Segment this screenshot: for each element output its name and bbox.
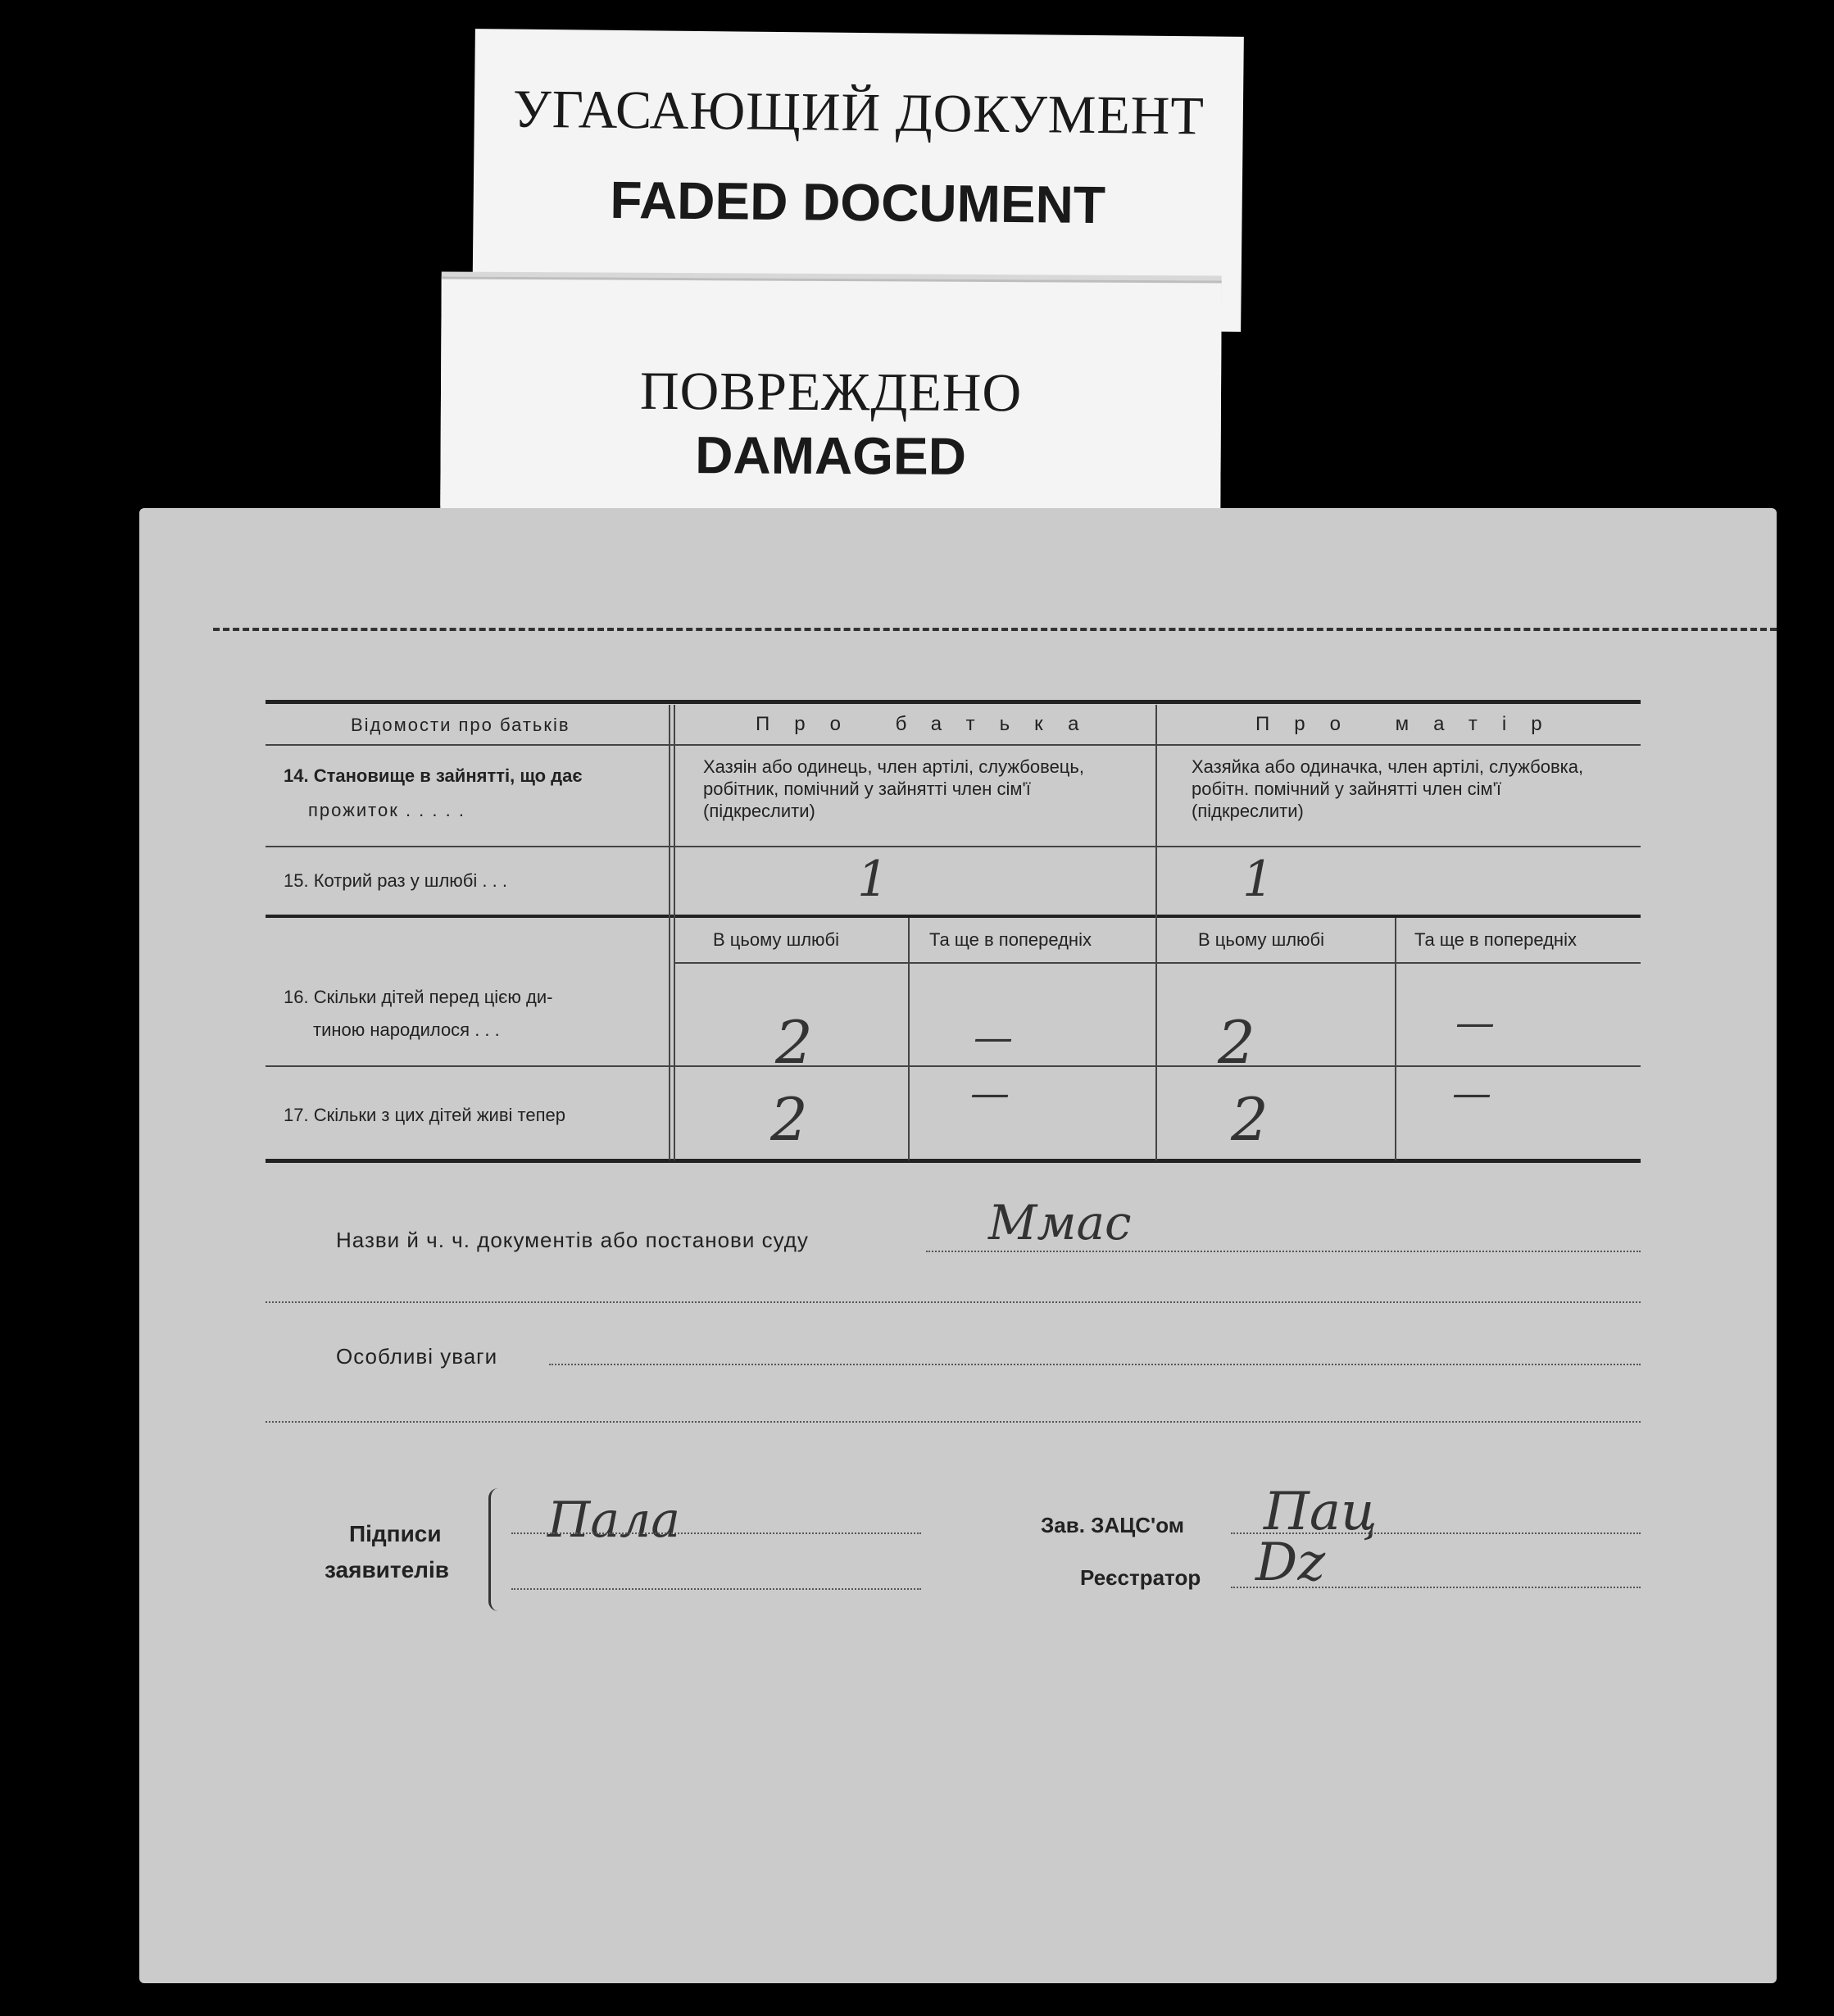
col-divider-1 [669, 705, 670, 1160]
row15-father-value: 1 [857, 851, 889, 908]
registrar-label: Реєстратор [1080, 1565, 1201, 1590]
notes-label: Особливі уваги [336, 1344, 498, 1369]
notes-line-2 [266, 1421, 1641, 1423]
damaged-label [440, 277, 1221, 515]
faded-label-en: FADED DOCUMENT [610, 170, 1106, 235]
documents-line-1 [926, 1251, 1641, 1252]
documents-line-2 [266, 1301, 1641, 1303]
row16-label-2: тиною народилося . . . [313, 1019, 500, 1040]
applicant-signature: Пала [547, 1492, 681, 1549]
table-bottom-rule [266, 1159, 1641, 1163]
row15-mother-value: 1 [1242, 851, 1274, 908]
damaged-label-ru: ПОВРЕЖДЕНО [639, 361, 1023, 424]
row16-father-this: 2 [775, 1008, 813, 1077]
row14-label-2: прожиток . . . . . [308, 800, 465, 820]
perforation-line [213, 628, 1777, 631]
row16-father-prev: — [974, 1015, 1013, 1060]
row16-label-1: 16. Скільки дітей перед цією ди- [284, 987, 553, 1007]
row16-mother-prev: — [1455, 1000, 1495, 1046]
row14-father-text: Хазяін або одинець, член артілі, службовець, робітник, помічний у зайнятті член сім'ї (підкреслити) [703, 756, 1084, 821]
notes-line-1 [549, 1364, 1641, 1365]
row17-father-this: 2 [770, 1085, 808, 1154]
subheader-divider [675, 962, 1641, 964]
applicant-line-2 [511, 1588, 921, 1590]
row15-label: 15. Котрий раз у шлюбі . . . [284, 870, 507, 891]
subheader-mother-this: В цьому шлюбі [1198, 929, 1325, 950]
signatures-label-2: заявителів [325, 1557, 449, 1582]
col-divider-father-sub [908, 918, 910, 1160]
registrar-line [1231, 1587, 1641, 1588]
col-divider-mother-sub [1395, 918, 1396, 1160]
subheader-father-this: В цьому шлюбі [713, 929, 840, 950]
header-father: Про батька [756, 713, 1104, 735]
row16-mother-this: 2 [1218, 1008, 1255, 1077]
signatures-label-1: Підписи [349, 1521, 442, 1546]
documents-value: Ммас [988, 1195, 1132, 1251]
subheader-mother-prev: Та ще в попередніх [1414, 929, 1577, 950]
faded-label-ru: УГАСАЮЩИЙ ДОКУМЕНТ [512, 79, 1205, 147]
signatures-brace [488, 1488, 502, 1611]
row14-divider [266, 846, 1641, 847]
col-divider-2 [1155, 705, 1157, 1160]
documents-label: Назви й ч. ч. документів або постанови суду [336, 1228, 809, 1252]
registrar-signature: Dz [1255, 1532, 1326, 1593]
row16-divider [266, 1065, 1641, 1067]
header-info: Відомости про батьків [351, 715, 570, 735]
damaged-label-en: DAMAGED [695, 425, 967, 486]
row15-divider [266, 915, 1641, 918]
record-form-page [139, 508, 1777, 1983]
row17-label: 17. Скільки з цих дітей живі тепер [284, 1105, 565, 1125]
applicant-line-1 [511, 1532, 921, 1534]
header-mother: Про матір [1255, 713, 1567, 735]
row17-mother-prev: — [1452, 1070, 1491, 1116]
row14-mother-text: Хазяйка або одиначка, член артілі, службовка, робітн. помічний у зайнятті член сім'ї (підкреслити) [1192, 756, 1584, 821]
row17-mother-this: 2 [1231, 1085, 1269, 1154]
head-signature: Пац [1264, 1482, 1378, 1542]
row17-father-prev: — [970, 1070, 1010, 1116]
col-divider-1b [674, 705, 675, 1160]
table-top-rule [266, 700, 1641, 704]
header-divider [266, 744, 1641, 746]
head-label: Зав. ЗАЦС'ом [1041, 1513, 1184, 1537]
row14-label-1: 14. Становище в зайнятті, що дає [284, 765, 583, 786]
subheader-father-prev: Та ще в попередніх [929, 929, 1092, 950]
